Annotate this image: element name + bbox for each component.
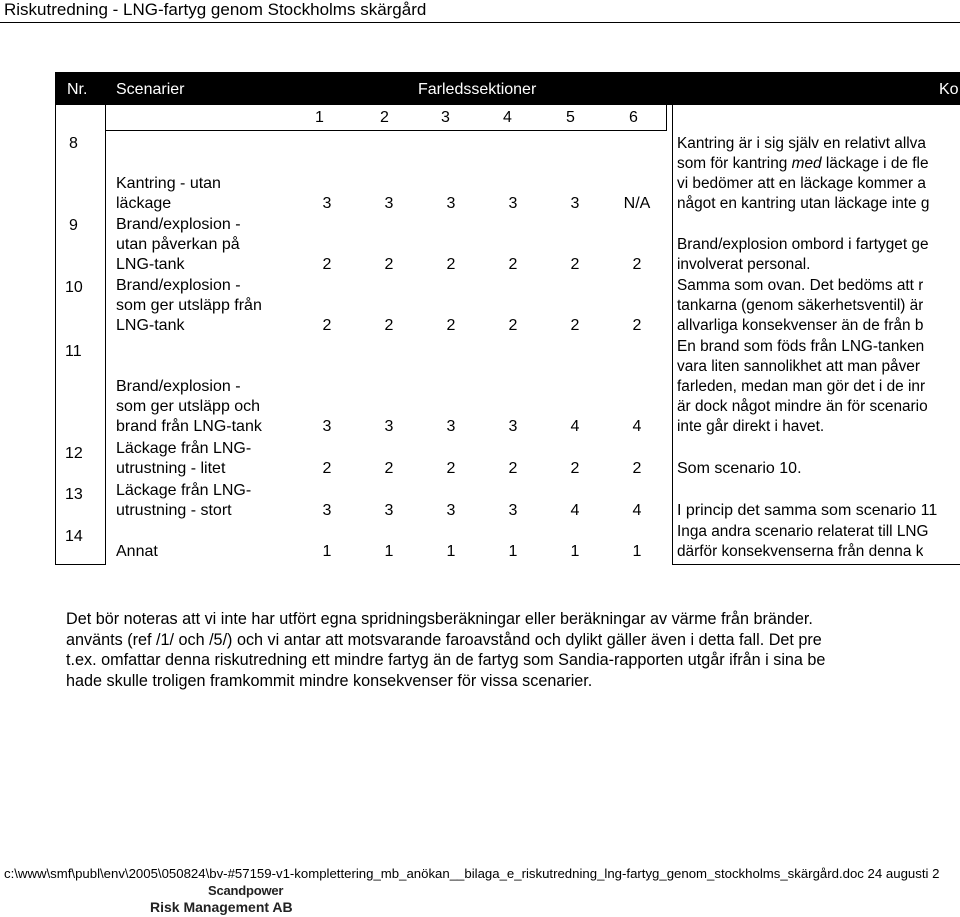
section-value: 2 (570, 317, 580, 334)
paragraph-line: t.ex. omfattar denna riskutredning ett mindre fartyg än de fartyg som Sandia-rapporten utgår ifrån i sina be (66, 651, 826, 670)
company-logo (150, 883, 293, 915)
section-number: 3 (441, 109, 450, 126)
comment-line: tankarna (genom säkerhetsventil) är (677, 297, 924, 314)
section-value: 2 (632, 256, 642, 273)
header-rule (0, 22, 960, 23)
section-value: N/A (623, 195, 651, 212)
section-value: 2 (446, 317, 456, 334)
section-number: 5 (566, 109, 575, 126)
scenario-line: LNG-tank (116, 256, 185, 273)
row-number: 11 (65, 343, 82, 360)
comment-line: Brand/explosion ombord i fartyget ge (677, 236, 929, 253)
body-paragraph (66, 609, 825, 691)
scenario-line: brand från LNG-tank (116, 418, 262, 435)
comment-line: något en kantring utan läckage inte g (677, 195, 930, 212)
section-value: 2 (570, 256, 580, 273)
comment-line: därför konsekvenserna från denna k (677, 543, 924, 560)
section-value: 4 (632, 502, 642, 519)
row-number: 12 (65, 445, 83, 462)
section-value: 2 (384, 317, 394, 334)
paragraph-line: Det bör noteras att vi inte har utfört egna spridningsberäkningar eller beräkningar av värme från bränder. (66, 610, 813, 628)
section-value: 2 (322, 460, 332, 477)
section-value: 3 (446, 502, 456, 519)
section-value: 1 (508, 543, 518, 560)
section-value: 2 (508, 256, 518, 273)
scenario-line: Läckage från LNG- (116, 482, 252, 499)
section-value: 1 (446, 543, 456, 560)
section-value: 3 (446, 195, 456, 212)
footer-file-path: c:\www\smf\publ\env\2005\050824\bv-#57159-v1-komplettering_mb_anökan__bilaga_e_riskutredning_lng-fartyg_genom_stockholms_skärgård.doc 24 augusti 2 (4, 866, 940, 881)
row-number: 13 (65, 486, 83, 503)
comment-line: vi bedömer att en läckage kommer a (677, 175, 926, 192)
scenario-line: som ger utsläpp från (116, 297, 262, 314)
section-value: 1 (632, 543, 642, 560)
comment-line: I princip det samma som scenario 11 (677, 502, 938, 519)
section-value: 3 (322, 502, 332, 519)
row-number: 9 (69, 217, 78, 234)
scenario-line: Kantring - utan (116, 175, 221, 192)
section-value: 4 (632, 418, 642, 435)
section-value: 3 (384, 195, 394, 212)
scenario-line: Brand/explosion - (116, 216, 241, 233)
scenario-line: utrustning - stort (116, 502, 232, 519)
section-value: 2 (384, 256, 394, 273)
section-value: 3 (384, 502, 394, 519)
row-number: 10 (65, 279, 83, 296)
comment-line: Samma som ovan. Det bedöms att r (677, 277, 924, 294)
section-value: 3 (322, 195, 332, 212)
section-value: 2 (446, 256, 456, 273)
comment-line: Som scenario 10. (677, 460, 802, 477)
scenario-line: läckage (116, 195, 172, 212)
scenario-line: som ger utsläpp och (116, 398, 261, 415)
section-value: 3 (508, 418, 518, 435)
col-header-nr: Nr. (67, 81, 88, 98)
col-header-sections: Farledssektioner (418, 81, 537, 98)
comment-line: inte går direkt i havet. (677, 418, 825, 435)
section-number: 6 (629, 109, 638, 126)
scenario-line: Läckage från LNG- (116, 440, 252, 457)
section-value: 2 (508, 460, 518, 477)
comment-line: Inga andra scenario relaterat till LNG (677, 523, 929, 540)
section-value: 1 (384, 543, 394, 560)
section-number: 4 (503, 109, 512, 126)
scenario-line: Annat (116, 543, 158, 560)
section-value: 3 (508, 502, 518, 519)
scenario-line: utan påverkan på (116, 236, 240, 253)
paragraph-line: använts (ref /1/ och /5/) och vi antar att motsvarande faroavstånd och dylikt gäller även i detta fall. Det pre (66, 630, 822, 649)
section-value: 3 (322, 418, 332, 435)
section-value: 3 (446, 418, 456, 435)
comment-line: En brand som föds från LNG-tanken (677, 338, 925, 355)
col-header-comment: Ko (939, 81, 959, 98)
section-value: 2 (446, 460, 456, 477)
section-value: 2 (632, 317, 642, 334)
scenario-line: Brand/explosion - (116, 277, 241, 294)
section-value: 2 (384, 460, 394, 477)
comment-line: farleden, medan man gör det i de inr (677, 378, 926, 395)
comment-line: Kantring är i sig själv en relativt allva (677, 135, 926, 152)
comment-line: som för kantring med läckage i de fle (677, 155, 929, 172)
section-value: 3 (570, 195, 580, 212)
comment-line: allvarliga konsekvenser än de från b (677, 317, 924, 334)
section-value: 4 (570, 418, 580, 435)
section-number: 1 (315, 109, 324, 126)
section-value: 3 (508, 195, 518, 212)
scenario-line: LNG-tank (116, 317, 185, 334)
row-number: 8 (69, 135, 78, 152)
logo-line-1: Scandpower (208, 883, 284, 898)
section-value: 2 (508, 317, 518, 334)
section-value: 3 (384, 418, 394, 435)
comment-line: vara liten sannolikhet att man påver (677, 358, 920, 375)
section-value: 2 (322, 317, 332, 334)
logo-line-2: Risk Management AB (150, 899, 293, 915)
section-value: 2 (570, 460, 580, 477)
section-value: 4 (570, 502, 580, 519)
scenario-line: utrustning - litet (116, 460, 226, 477)
section-value: 1 (570, 543, 580, 560)
comment-line: är dock något mindre än för scenario (677, 398, 928, 415)
row-number: 14 (65, 528, 83, 545)
col-header-scenario: Scenarier (116, 81, 185, 98)
section-value: 1 (322, 543, 332, 560)
risk-scenario-table (55, 72, 960, 566)
scenario-line: Brand/explosion - (116, 378, 241, 395)
section-number: 2 (380, 109, 389, 126)
section-value: 2 (322, 256, 332, 273)
comment-line: involverat personal. (677, 256, 811, 273)
paragraph-line: hade skulle troligen framkommit mindre konsekvenser för vissa scenarier. (66, 671, 593, 690)
section-value: 2 (632, 460, 642, 477)
document-header-title: Riskutredning - LNG-fartyg genom Stockholms skärgård (4, 0, 427, 19)
